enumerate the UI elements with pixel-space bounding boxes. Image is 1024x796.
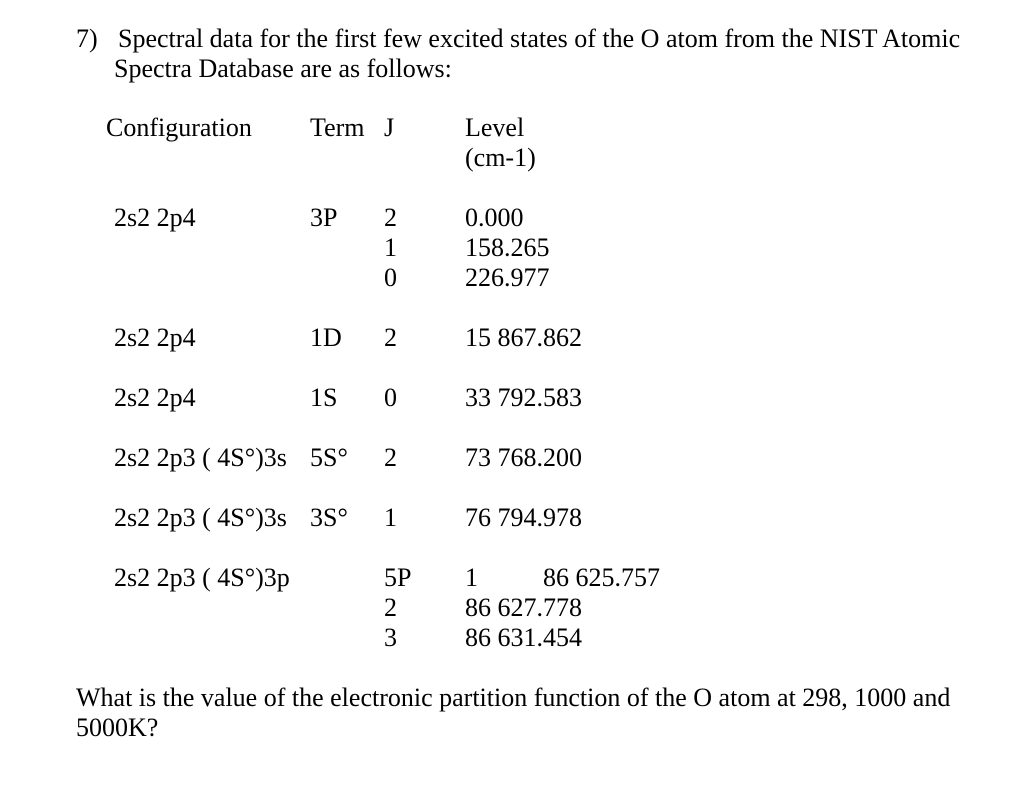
question-number: 7): [76, 24, 98, 53]
question-prompt-line-2: 5000K?: [76, 713, 159, 742]
row-1-term: 3P: [310, 203, 338, 232]
header-configuration: Configuration: [106, 113, 252, 142]
header-level: Level: [465, 113, 525, 142]
row-2-level: 15 867.862: [465, 323, 582, 352]
row-3-level: 33 792.583: [465, 383, 582, 412]
row-4-configuration: 2s2 2p3 ( 4S°)3s: [114, 443, 287, 472]
header-j: J: [384, 113, 395, 142]
row-6-level-1: 1: [465, 563, 478, 592]
row-3-configuration: 2s2 2p4: [114, 383, 196, 412]
question-intro-line-2: Spectra Database are as follows:: [114, 54, 452, 83]
row-3-j: 0: [384, 383, 397, 412]
question-prompt-line-1: What is the value of the electronic partition function of the O atom at 298, 1000 and: [76, 683, 951, 712]
row-6-level-extra: 86 625.757: [543, 563, 660, 592]
row-4-level: 73 768.200: [465, 443, 582, 472]
row-6-configuration: 2s2 2p3 ( 4S°)3p: [114, 563, 290, 592]
row-2-j: 2: [384, 323, 397, 352]
header-level-unit: (cm-1): [465, 143, 536, 172]
row-1-level-1: 0.000: [465, 203, 524, 232]
row-6-j-2: 2: [384, 593, 397, 622]
row-1-level-3: 226.977: [465, 263, 550, 292]
row-1-j-2: 1: [384, 233, 397, 262]
row-1-j-1: 2: [384, 203, 397, 232]
row-4-term: 5S°: [310, 443, 348, 472]
question-intro-line-1: Spectral data for the first few excited states of the O atom from the NIST Atomic: [118, 24, 961, 53]
row-1-configuration: 2s2 2p4: [114, 203, 196, 232]
row-5-level: 76 794.978: [465, 503, 582, 532]
row-6-j-1: 5P: [384, 563, 412, 592]
row-1-j-3: 0: [384, 263, 397, 292]
row-2-configuration: 2s2 2p4: [114, 323, 196, 352]
row-5-configuration: 2s2 2p3 ( 4S°)3s: [114, 503, 287, 532]
row-5-j: 1: [384, 503, 397, 532]
row-3-term: 1S: [310, 383, 338, 412]
row-6-j-3: 3: [384, 623, 397, 652]
header-term: Term: [310, 113, 365, 142]
row-1-level-2: 158.265: [465, 233, 550, 262]
row-4-j: 2: [384, 443, 397, 472]
row-2-term: 1D: [310, 323, 342, 352]
row-6-level-2: 86 627.778: [465, 593, 582, 622]
row-5-term: 3S°: [310, 503, 348, 532]
row-6-level-3: 86 631.454: [465, 623, 582, 652]
